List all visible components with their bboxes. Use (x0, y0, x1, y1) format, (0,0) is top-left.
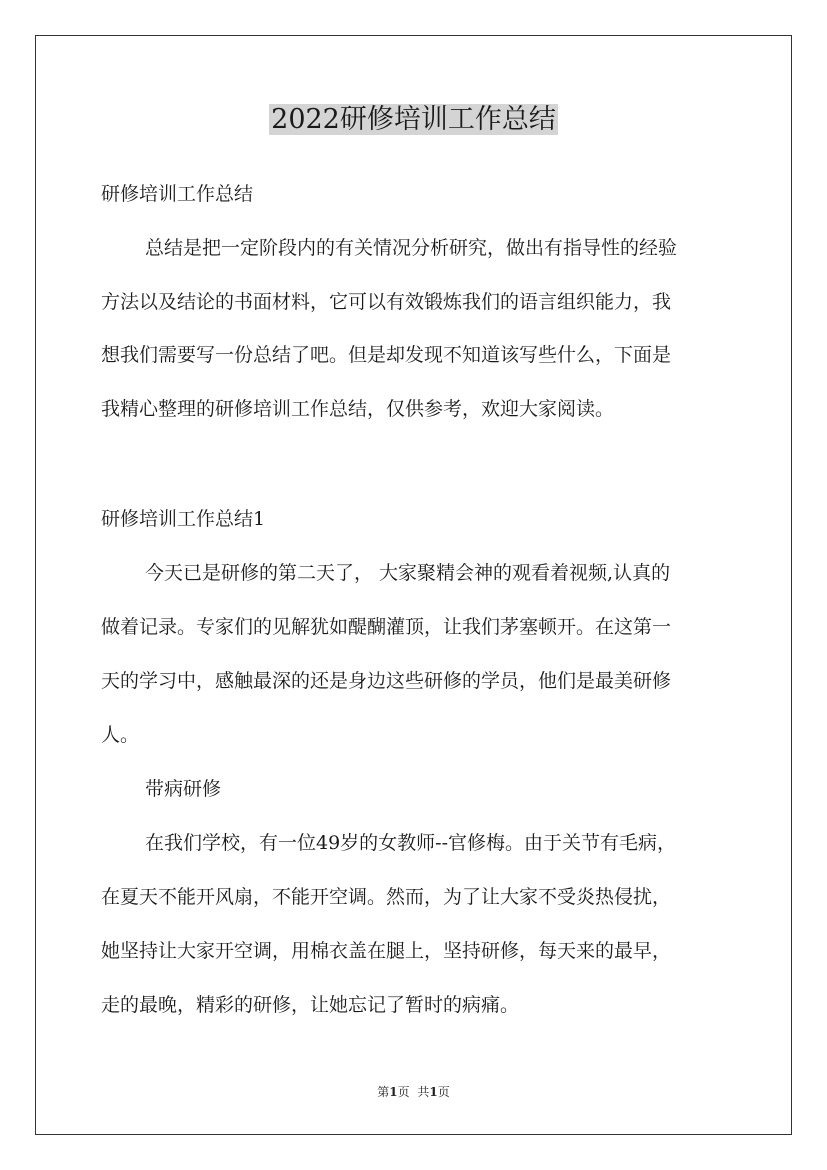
paragraph-line: 人。 (101, 724, 140, 746)
footer-total-prefix: 共 (417, 1085, 430, 1099)
page-footer (0, 1084, 827, 1100)
footer-page-number: 1 (389, 1085, 398, 1099)
paragraph-line: 今天已是研修的第二天了， 大家聚精会神的观看着视频,认真的 (145, 562, 671, 584)
paragraph-line: 我精心整理的研修培训工作总结，仅供参考，欢迎大家阅读。 (101, 398, 615, 420)
section-heading: 研修培训工作总结 (101, 183, 254, 205)
paragraph-line: 总结是把一定阶段内的有关情况分析研究，做出有指导性的经验 (145, 237, 678, 259)
paragraph-line: 走的最晚，精彩的研修，让她忘记了暂时的病痛。 (101, 994, 520, 1016)
footer-total-number: 1 (429, 1085, 438, 1099)
paragraph-line: 在我们学校，有一位49岁的女教师--官修梅。由于关节有毛病， (145, 832, 677, 854)
document-title (0, 100, 827, 140)
paragraph-line: 做着记录。专家们的见解犹如醍醐灌顶，让我们茅塞顿开。在这第一 (101, 616, 672, 638)
subheading: 带病研修 (145, 778, 222, 800)
document-title-text: 2022研修培训工作总结 (271, 104, 556, 135)
paragraph-line: 天的学习中，感触最深的还是身边这些研修的学员，他们是最美研修 (101, 670, 672, 692)
footer-page-prefix: 第 (377, 1085, 390, 1099)
section-heading: 研修培训工作总结1 (101, 508, 266, 530)
footer-total-suffix: 页 (437, 1085, 450, 1099)
paragraph-line: 想我们需要写一份总结了吧。但是却发现不知道该写些什么，下面是 (101, 344, 672, 366)
paragraph-line: 在夏天不能开风扇，不能开空调。然而，为了让大家不受炎热侵扰， (101, 886, 672, 908)
footer-page-suffix: 页 (397, 1085, 410, 1099)
paragraph-line: 她坚持让大家开空调，用棉衣盖在腿上，坚持研修，每天来的最早， (101, 940, 672, 962)
paragraph-line: 方法以及结论的书面材料，它可以有效锻炼我们的语言组织能力，我 (101, 291, 672, 313)
